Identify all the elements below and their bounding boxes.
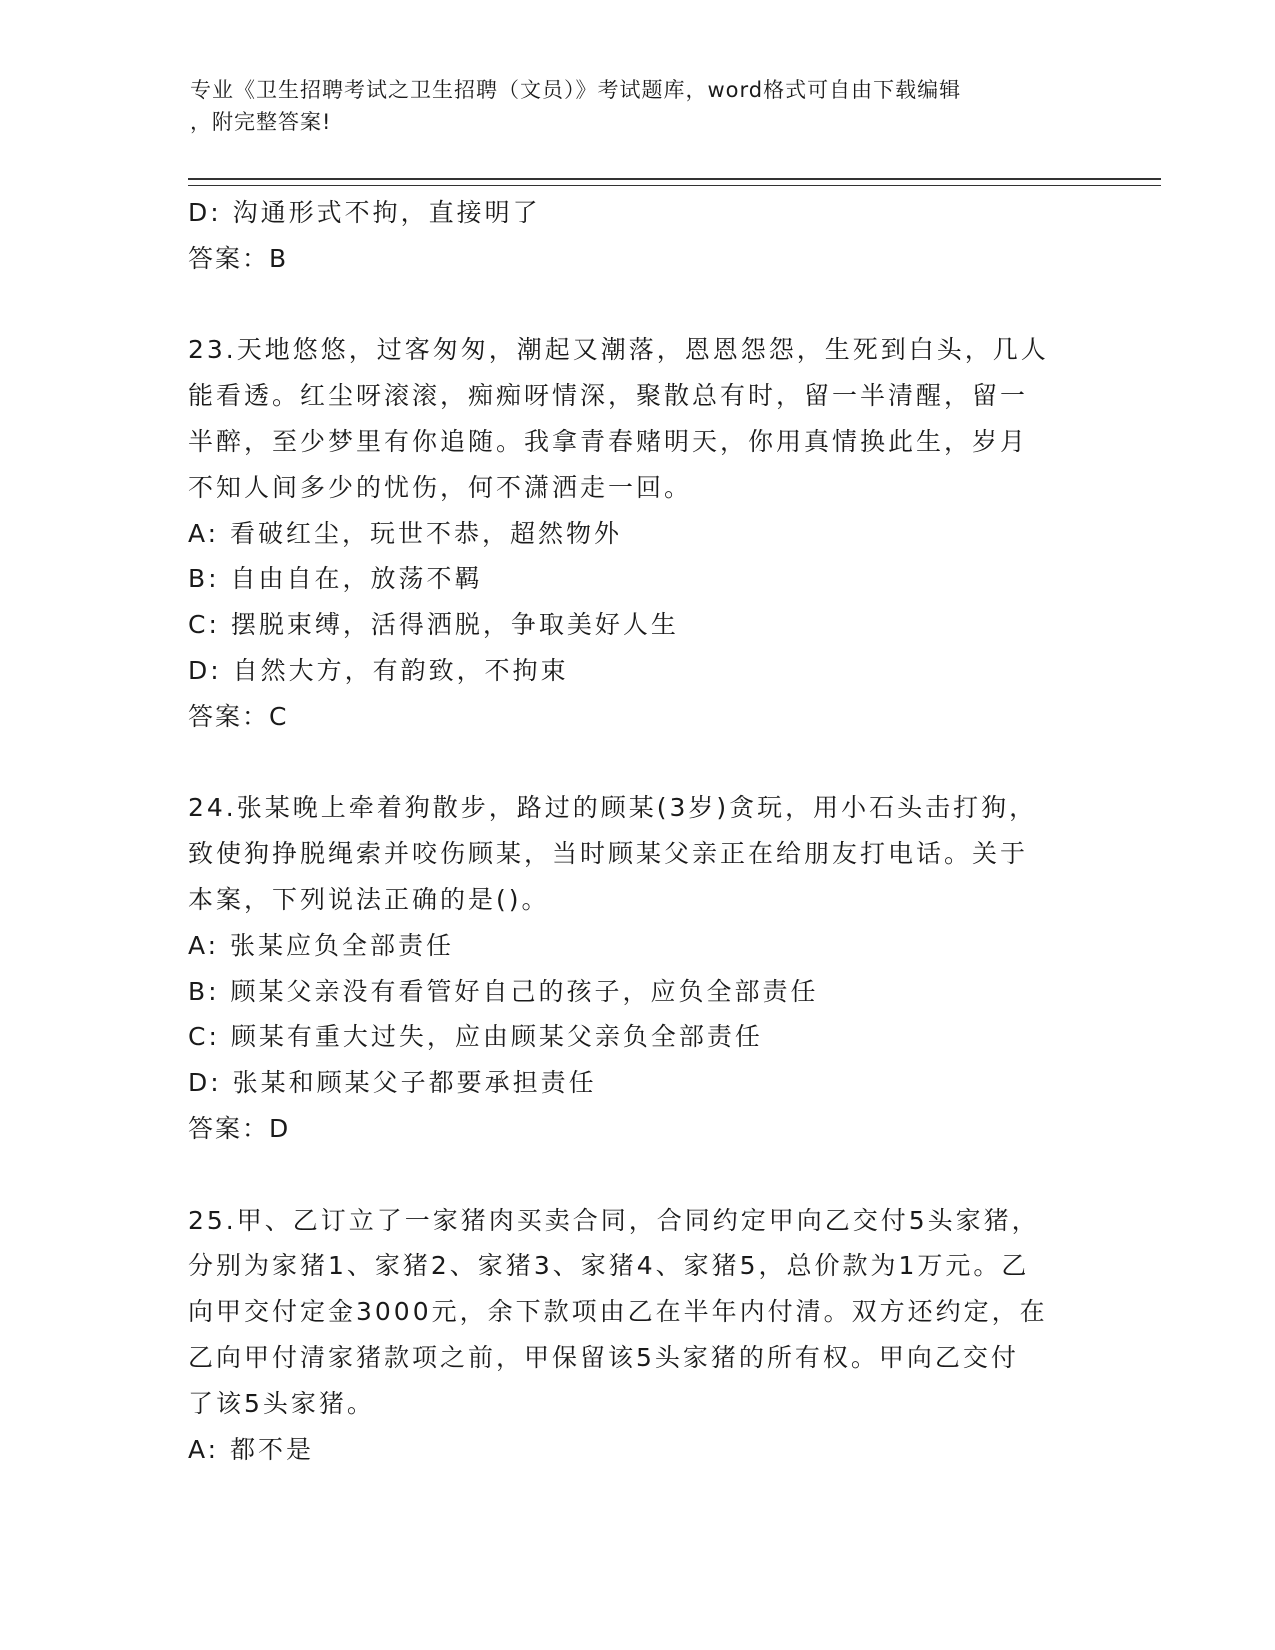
question-prev-tail — [188, 190, 1088, 282]
option-d: D: 沟通形式不拘，直接明了 — [188, 198, 541, 227]
option-b: B: 顾某父亲没有看管好自己的孩子，应负全部责任 — [188, 976, 819, 1006]
stem-line: 能看透。红尘呀滚滚，痴痴呀情深，聚散总有时，留一半清醒，留一 — [188, 381, 1029, 411]
stem-line: 分别为家猪1、家猪2、家猪3、家猪4、家猪5，总价款为1万元。乙 — [188, 1251, 1030, 1281]
stem-line: 本案，下列说法正确的是()。 — [188, 884, 550, 914]
stem-line: 23.天地悠悠，过客匆匆，潮起又潮落，恩恩怨怨，生死到白头，几人 — [188, 335, 1049, 365]
stem-line: 了该5头家猪。 — [188, 1388, 375, 1418]
option-a: A: 张某应负全部责任 — [188, 930, 455, 960]
stem-line: 不知人间多少的忧伤，何不潇洒走一回。 — [188, 472, 693, 502]
stem-line: 半醉，至少梦里有你追随。我拿青春赌明天，你用真情换此生，岁月 — [188, 426, 1029, 456]
stem-line: 向甲交付定金3000元，余下款项由乙在半年内付清。双方还约定，在 — [188, 1297, 1048, 1327]
stem-line: 乙向甲付清家猪款项之前，甲保留该5头家猪的所有权。甲向乙交付 — [188, 1342, 1019, 1372]
header-rule-thin — [188, 185, 1161, 186]
option-a: A: 都不是 — [188, 1434, 315, 1464]
spacer — [188, 740, 1088, 786]
stem-line: 致使狗挣脱绳索并咬伤顾某，当时顾某父亲正在给朋友打电话。关于 — [188, 839, 1029, 869]
header-line-2: ，附完整答案! — [190, 110, 332, 134]
stem-line: 24.张某晚上牵着狗散步，路过的顾某(3岁)贪玩，用小石头击打狗， — [188, 793, 1038, 823]
stem-line: 25.甲、乙订立了一家猪肉买卖合同，合同约定甲向乙交付5头家猪， — [188, 1205, 1040, 1235]
option-d: D: 张某和顾某父子都要承担责任 — [188, 1068, 597, 1098]
question-list — [188, 190, 1088, 1472]
answer-line: 答案：B — [188, 243, 289, 273]
header-line-1: 专业《卫生招聘考试之卫生招聘（文员）》考试题库，word格式可自由下载编辑 — [190, 78, 962, 102]
question-25 — [188, 1198, 1088, 1473]
option-a: A: 看破红尘，玩世不恭，超然物外 — [188, 518, 623, 548]
spacer — [188, 282, 1088, 328]
option-c: C: 顾某有重大过失，应由顾某父亲负全部责任 — [188, 1022, 763, 1052]
answer-line: 答案：D — [188, 1113, 291, 1143]
question-stem — [188, 327, 1088, 510]
answer-line: 答案：C — [188, 701, 289, 731]
spacer — [188, 1152, 1088, 1198]
option-c: C: 摆脱束缚，活得洒脱，争取美好人生 — [188, 610, 679, 640]
option-d: D: 自然大方，有韵致，不拘束 — [188, 655, 569, 685]
question-stem — [188, 785, 1088, 922]
page-header — [190, 74, 1090, 138]
option-b: B: 自由自在，放荡不羁 — [188, 564, 483, 594]
header-rule-thick — [188, 178, 1161, 180]
question-24 — [188, 785, 1088, 1151]
question-stem — [188, 1198, 1088, 1427]
question-23 — [188, 327, 1088, 739]
